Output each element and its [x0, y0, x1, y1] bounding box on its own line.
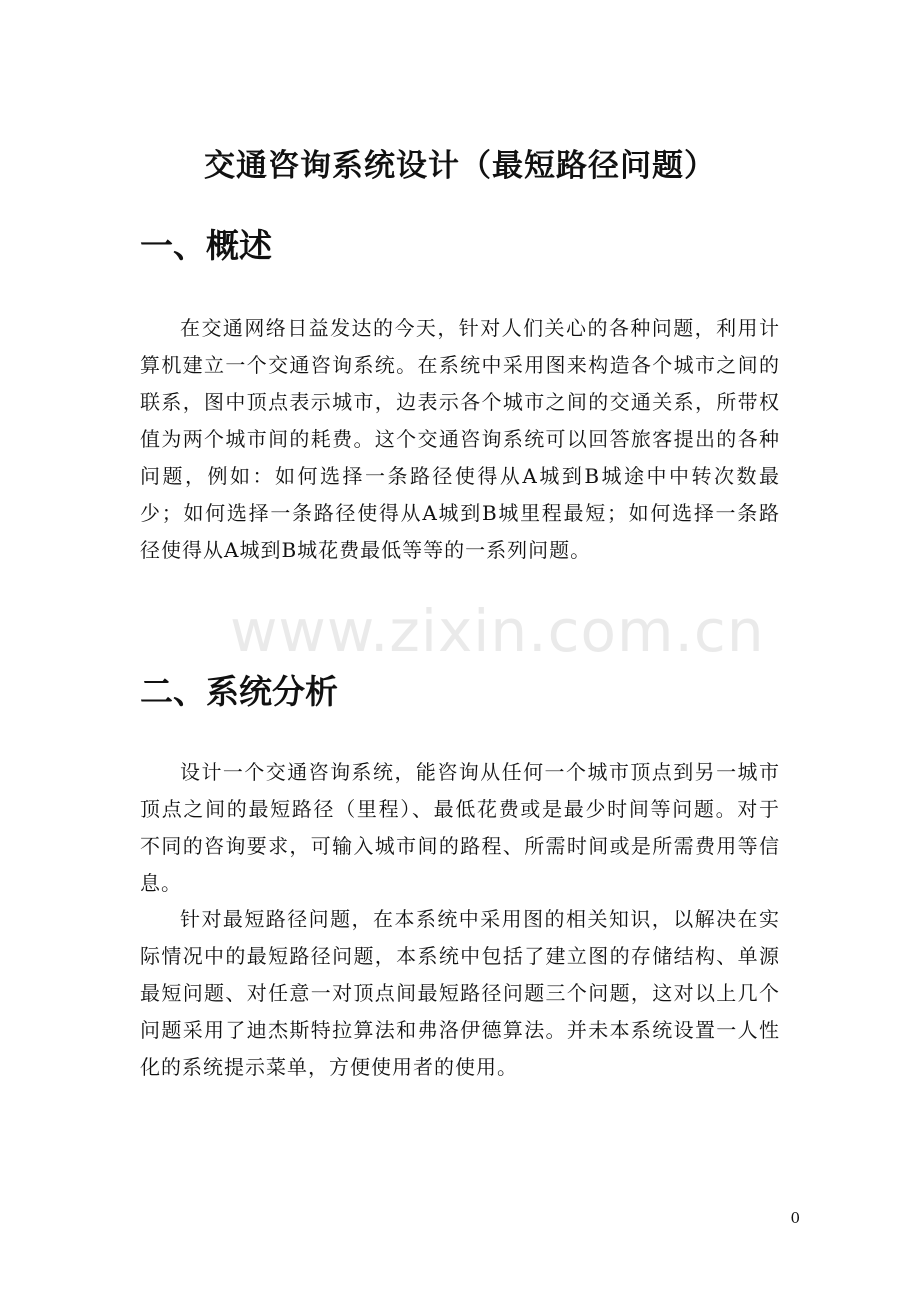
- page-number: 0: [790, 1209, 800, 1227]
- system-analysis-paragraph-1: 设计一个交通咨询系统，能咨询从任何一个城市顶点到另一城市顶点之间的最短路径（里程）、最低花费或是最少时间等问题。对于不同的咨询要求，可输入城市间的路程、所需时间或是所需费用等信息。: [140, 760, 780, 895]
- section-heading-overview: 一、概述: [140, 226, 272, 265]
- section-heading-system-analysis: 二、系统分析: [140, 672, 338, 711]
- document-title: 交通咨询系统设计（最短路径问题）: [204, 148, 716, 184]
- overview-paragraph: 在交通网络日益发达的今天，针对人们关心的各种问题，利用计算机建立一个交通咨询系统。在系统中采用图来构造各个城市之间的联系，图中顶点表示城市，边表示各个城市之间的交通关系，所带权值为两个城市间的耗费。这个交通咨询系统可以回答旅客提出的各种问题，例如：如何选择一条路径使得从A城到B城途中中转次数最少；如何选择一条路径使得从A城到B城里程最短；如何选择一条路径使得从A城到B城花费最低等等的一系列问题。: [140, 316, 780, 562]
- system-analysis-paragraph-2: 针对最短路径问题，在本系统中采用图的相关知识，以解决在实际情况中的最短路径问题，本系统中包括了建立图的存储结构、单源最短问题、对任意一对顶点间最短路径问题三个问题，这对以上几个问题采用了迪杰斯特拉算法和弗洛伊德算法。并未本系统设置一人性化的系统提示菜单，方便使用者的使用。: [140, 907, 780, 1079]
- watermark: www.zixin.com.cn: [230, 597, 765, 665]
